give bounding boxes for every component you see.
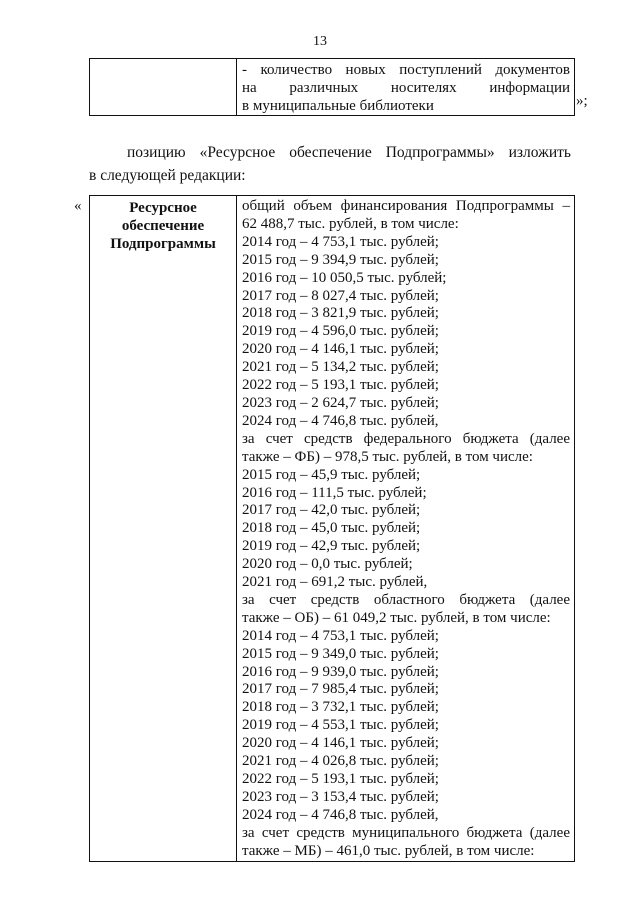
instruction-line-2: в следующей редакции: (89, 167, 246, 184)
funding-line: 2024 год – 4 746,8 тыс. рублей, (242, 806, 439, 823)
funding-line: 2014 год – 4 753,1 тыс. рублей; (242, 233, 439, 250)
funding-line: 2020 год – 0,0 тыс. рублей; (242, 556, 413, 573)
top-table-left-cell (90, 59, 237, 116)
funding-line: также – МБ) – 461,0 тыс. рублей, в том числе: (242, 842, 535, 859)
closing-quote: »; (576, 93, 588, 109)
funding-line: 2017 год – 7 985,4 тыс. рублей; (242, 681, 439, 698)
funding-line: за счет средств федерального бюджета (далее (242, 430, 570, 447)
instruction-line-1: позицию «Ресурсное обеспечение Подпрограммы» изложить (127, 144, 571, 161)
heading-line: Подпрограммы (110, 236, 216, 252)
funding-line: 2021 год – 4 026,8 тыс. рублей; (242, 753, 439, 770)
funding-line: 2023 год – 3 153,4 тыс. рублей; (242, 788, 439, 805)
resource-table-heading-cell (90, 196, 237, 862)
funding-line: 2021 год – 5 134,2 тыс. рублей; (242, 359, 439, 376)
funding-line: 2015 год – 9 349,0 тыс. рублей; (242, 645, 439, 662)
funding-line: 2020 год – 4 146,1 тыс. рублей; (242, 341, 439, 358)
heading-line: Ресурсное (129, 200, 197, 216)
funding-line: 2022 год – 5 193,1 тыс. рублей; (242, 771, 439, 787)
top-table-line: в муниципальные библиотеки (242, 98, 434, 114)
funding-line: 2017 год – 8 027,4 тыс. рублей; (242, 287, 439, 304)
funding-line: 2014 год – 4 753,1 тыс. рублей; (242, 627, 439, 644)
funding-line: 2019 год – 42,9 тыс. рублей; (242, 538, 421, 555)
top-table-right-cell (237, 59, 575, 116)
funding-line: общий объем финансирования Подпрограммы – (242, 198, 570, 214)
funding-line: за счет средств муниципального бюджета (далее (242, 824, 570, 841)
funding-line: 2015 год – 45,9 тыс. рублей; (242, 466, 421, 483)
top-table-line: - количество новых поступлений документов (242, 62, 570, 78)
funding-line: за счет средств областного бюджета (далее (242, 591, 570, 608)
funding-line: 2016 год – 9 939,0 тыс. рублей; (242, 663, 439, 680)
funding-line: 2024 год – 4 746,8 тыс. рублей, (242, 412, 439, 429)
top-table (89, 58, 575, 116)
resource-table (89, 195, 575, 862)
resource-table-content-cell (237, 196, 575, 862)
funding-line: также – ОБ) – 61 049,2 тыс. рублей, в том числе: (242, 609, 551, 626)
funding-line: 2019 год – 4 596,0 тыс. рублей; (242, 323, 439, 340)
top-table-line: на различных носителях информации (242, 80, 570, 96)
funding-line: 2018 год – 3 732,1 тыс. рублей; (242, 699, 439, 716)
funding-line: также – ФБ) – 978,5 тыс. рублей, в том числе: (242, 448, 533, 465)
heading-line: обеспечение (121, 218, 205, 234)
funding-line: 2017 год – 42,0 тыс. рублей; (242, 502, 421, 519)
funding-line: 62 488,7 тыс. рублей, в том числе: (242, 215, 459, 232)
page-number: 13 (313, 34, 327, 49)
funding-line: 2015 год – 9 394,9 тыс. рублей; (242, 251, 439, 268)
funding-line: 2020 год – 4 146,1 тыс. рублей; (242, 735, 439, 752)
funding-line: 2019 год – 4 553,1 тыс. рублей; (242, 717, 439, 734)
opening-quote: « (74, 198, 82, 214)
funding-line: 2022 год – 5 193,1 тыс. рублей; (242, 377, 439, 394)
funding-line: 2021 год – 691,2 тыс. рублей, (242, 574, 428, 591)
funding-line: 2016 год – 111,5 тыс. рублей; (242, 484, 427, 501)
funding-line: 2016 год – 10 050,5 тыс. рублей; (242, 269, 447, 286)
funding-line: 2018 год – 45,0 тыс. рублей; (242, 520, 421, 537)
funding-line: 2023 год – 2 624,7 тыс. рублей; (242, 394, 439, 411)
funding-line: 2018 год – 3 821,9 тыс. рублей; (242, 305, 439, 322)
